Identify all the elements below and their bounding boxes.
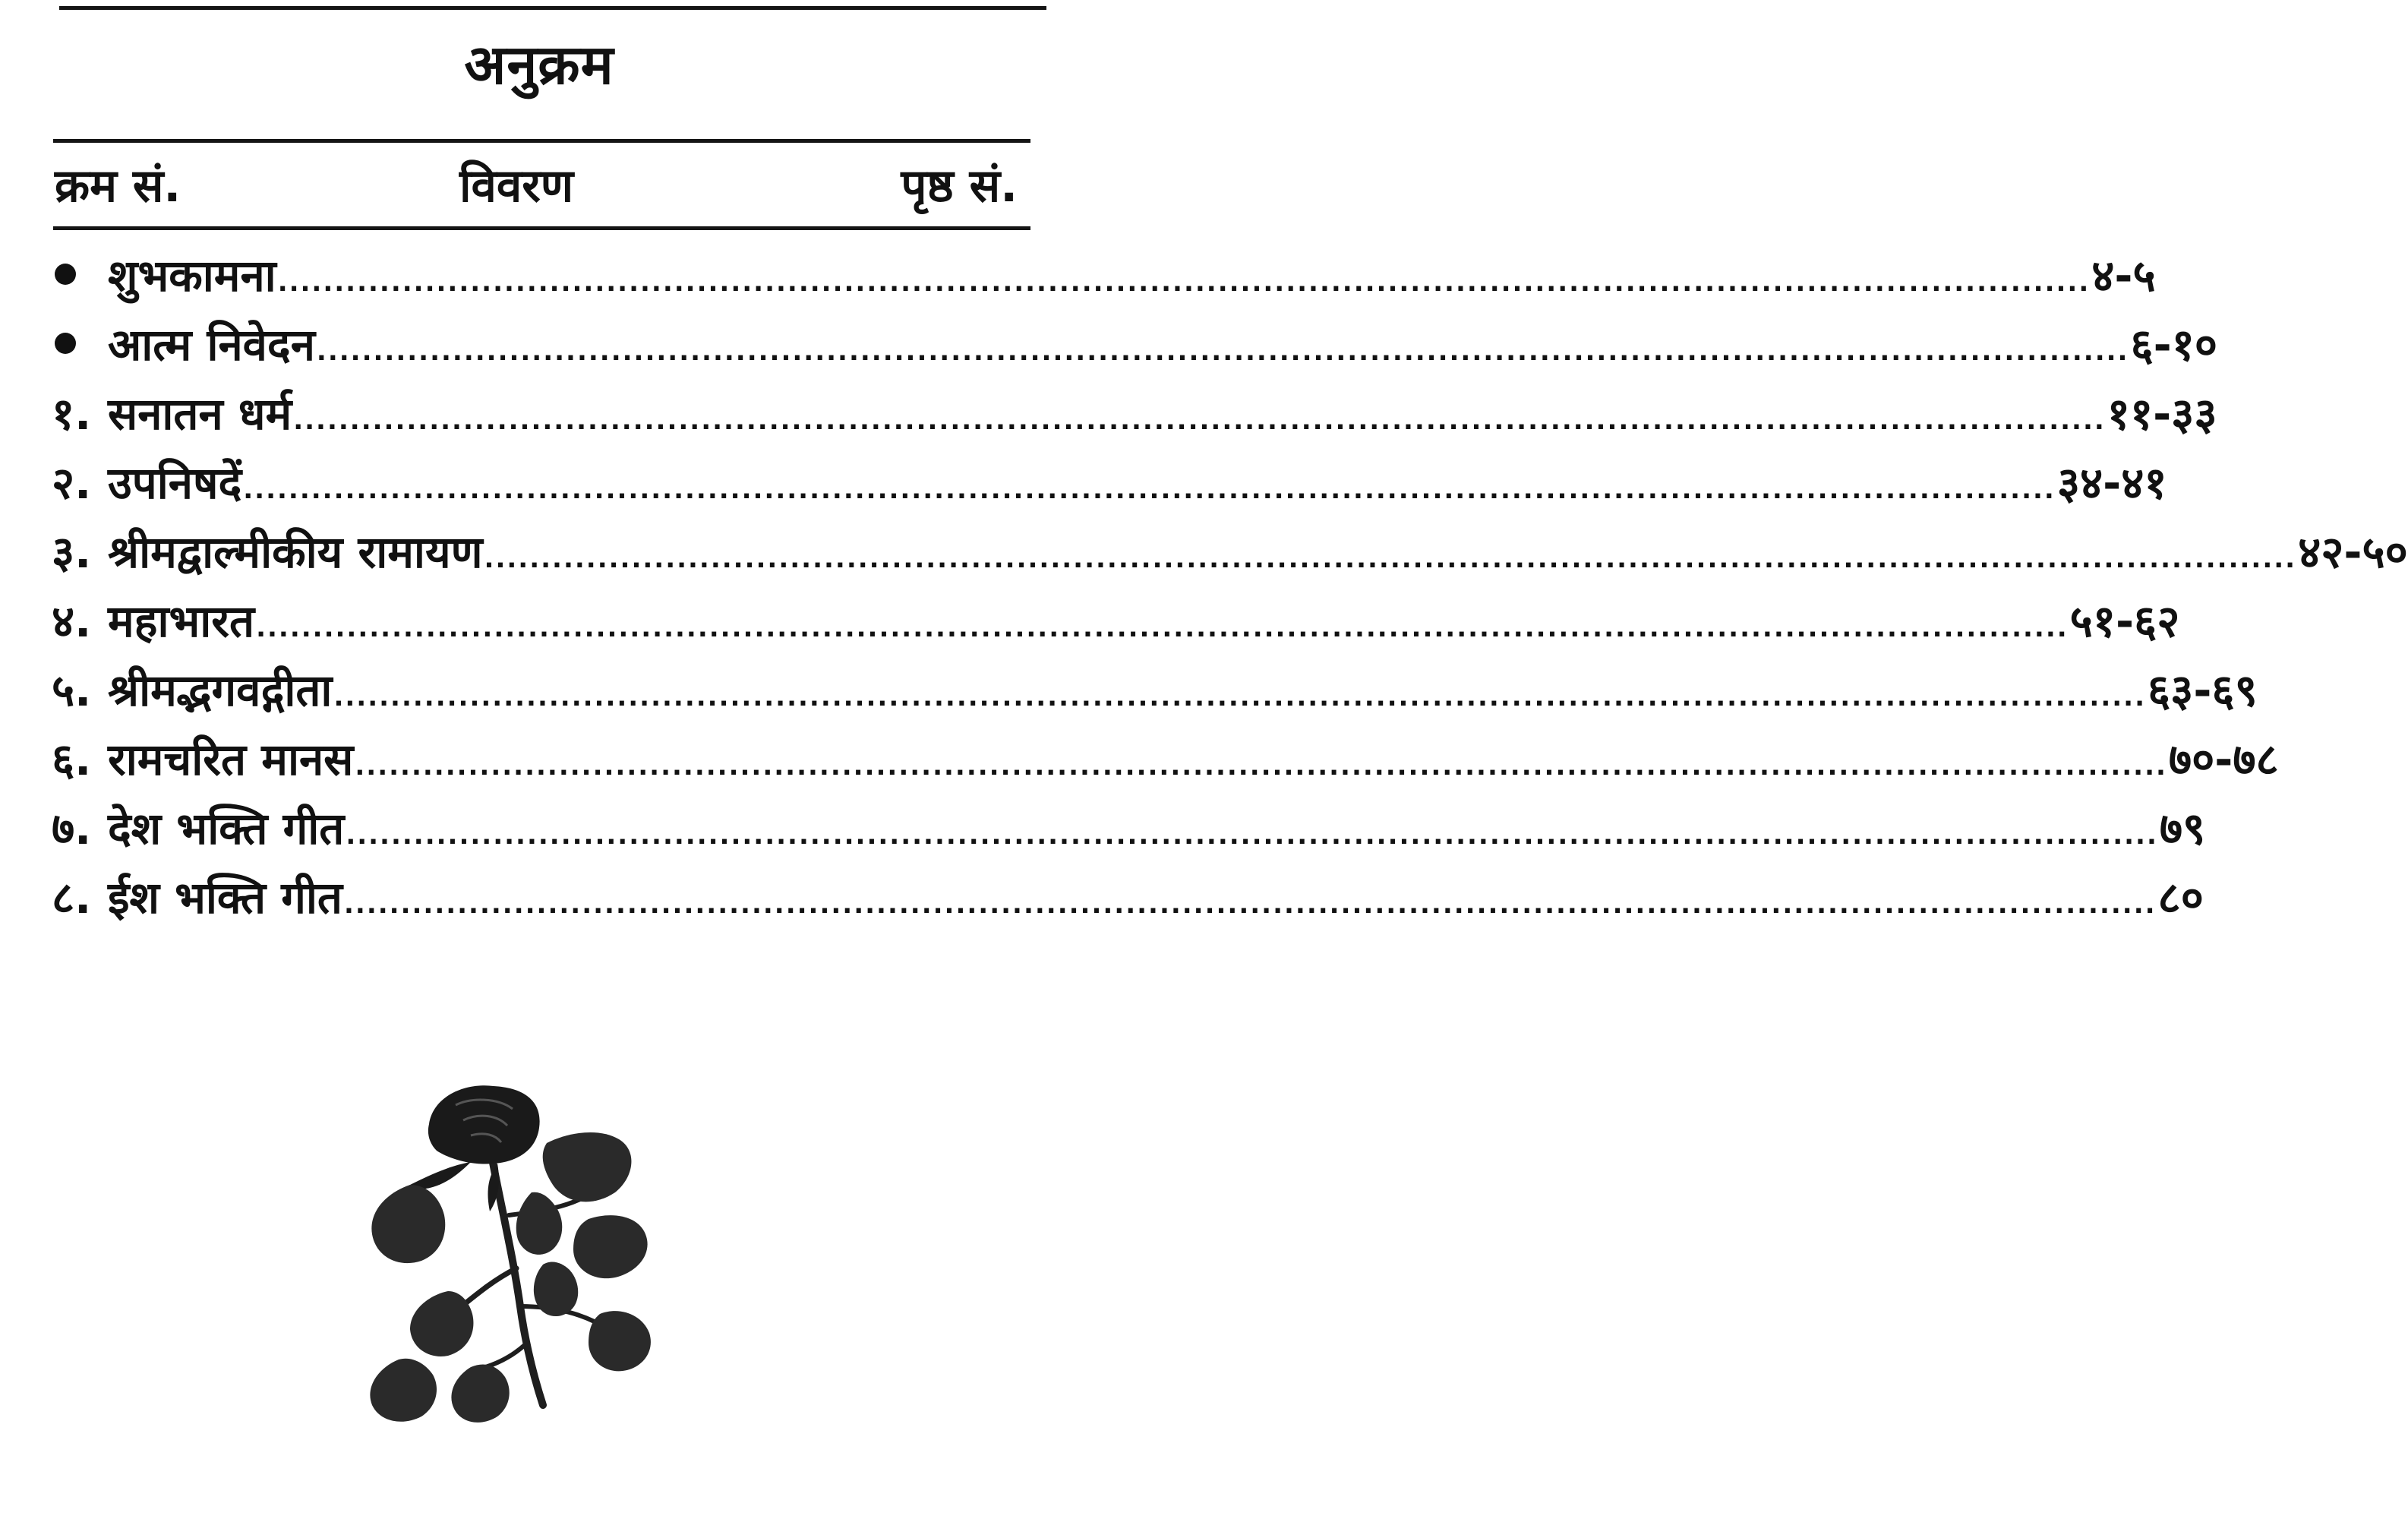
toc-entry-title: ईश भक्ति गीत	[108, 872, 342, 924]
toc-entry-pages: ४-५	[2091, 250, 2156, 302]
dot-leader: ................................................................................................................................................................	[256, 613, 2069, 643]
header-top-rule	[53, 139, 1030, 143]
toc-entry-number: ५.	[52, 665, 92, 716]
toc-entry-title: महाभारत	[108, 595, 255, 647]
description-column-header: विवरण	[459, 159, 574, 213]
toc-entry-pages: ७०-७८	[2168, 734, 2279, 785]
bullet-icon	[52, 242, 108, 310]
bullet-icon	[52, 311, 108, 379]
toc-list	[52, 242, 2408, 933]
toc-entry	[52, 518, 2408, 587]
dot-leader: ................................................................................................................................................................	[333, 682, 2147, 712]
toc-entry	[52, 725, 2279, 794]
toc-entry-title: सनातन धर्म	[108, 388, 292, 440]
toc-entry	[52, 794, 2206, 864]
dot-leader: ................................................................................................................................................................	[293, 406, 2106, 436]
toc-entry-number: ३.	[52, 526, 92, 578]
toc-entry-number: ७.	[52, 803, 92, 854]
page-column-header: पृष्ठ सं.	[901, 159, 1018, 213]
toc-entry-title: श्रीमद्वाल्मीकीय रामायण	[108, 526, 483, 578]
toc-entry-pages: ७९	[2159, 803, 2206, 854]
toc-entry-pages: ८०	[2157, 872, 2204, 924]
toc-entry-pages: ६३-६९	[2148, 665, 2258, 716]
toc-entry-pages: ३४-४१	[2056, 457, 2167, 509]
dot-leader: ................................................................................................................................................................	[316, 336, 2129, 367]
toc-entry-pages: ११-३३	[2107, 388, 2217, 440]
top-rule	[59, 6, 1046, 10]
toc-entry-title: उपनिषदें	[108, 457, 242, 509]
toc-entry-pages: ४२-५०	[2298, 526, 2408, 578]
toc-entry	[52, 311, 2218, 380]
page-title: अनुक्रम	[464, 33, 614, 96]
toc-entry-number: ६.	[52, 734, 92, 785]
toc-entry	[52, 864, 2204, 933]
toc-entry-number: १.	[52, 388, 92, 440]
rose-illustration-icon	[357, 1078, 737, 1428]
toc-entry-title: देश भक्ति गीत	[108, 803, 345, 854]
dot-leader: ................................................................................................................................................................	[484, 544, 2297, 574]
dot-leader: ................................................................................................................................................................	[343, 889, 2157, 920]
toc-entry	[52, 449, 2167, 518]
toc-entry-number: ४.	[52, 595, 92, 647]
toc-entry	[52, 380, 2217, 449]
dot-leader: ................................................................................................................................................................	[355, 751, 2167, 782]
toc-entry	[52, 587, 2180, 656]
toc-entry	[52, 656, 2258, 725]
dot-leader: ................................................................................................................................................................	[346, 820, 2158, 851]
toc-entry-title: आत्म निवेदन	[108, 319, 315, 371]
serial-column-header: क्रम सं.	[55, 159, 181, 213]
dot-leader: ................................................................................................................................................................	[277, 267, 2091, 298]
toc-entry-number: २.	[52, 457, 92, 509]
toc-entry	[52, 242, 2156, 311]
dot-leader: ................................................................................................................................................................	[243, 475, 2056, 505]
toc-entry-pages: ५१-६२	[2069, 595, 2180, 647]
toc-entry-title: रामचरित मानस	[108, 734, 354, 785]
header-bottom-rule	[53, 226, 1030, 230]
toc-entry-title: शुभकामना	[108, 250, 276, 302]
toc-entry-number: ८.	[52, 872, 92, 924]
toc-entry-title: श्रीमद्भगवद्गीता	[108, 665, 333, 716]
toc-entry-pages: ६-१०	[2130, 319, 2218, 371]
